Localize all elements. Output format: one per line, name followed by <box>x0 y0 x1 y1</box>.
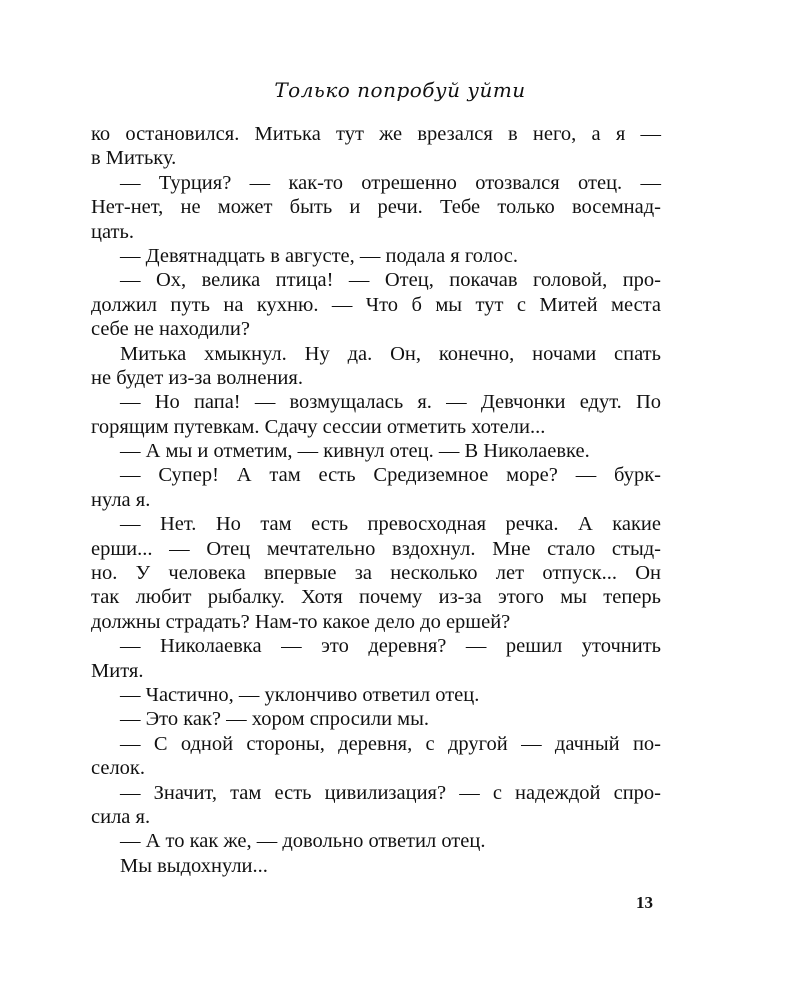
text-line: — А мы и отметим, — кивнул отец. — В Николаевке. <box>120 440 590 463</box>
running-head: Только попробуй уйти <box>274 78 526 102</box>
text-line: Нет-нет, не может быть и речи. Тебе только восемнад- <box>91 196 661 219</box>
text-line: в Митьку. <box>91 147 177 170</box>
text-line: Мы выдохнули... <box>120 854 268 877</box>
text-line: должны страдать? Нам-то какое дело до ершей? <box>91 610 511 633</box>
text-line: нула я. <box>91 488 151 511</box>
text-line: горящим путевкам. Сдачу сессии отметить хотели... <box>91 415 546 438</box>
text-line: Митя. <box>91 659 144 682</box>
text-line: но. У человека впервые за несколько лет отпуск... Он <box>91 562 661 585</box>
text-line: не будет из-за волнения. <box>91 366 303 389</box>
text-line: — Турция? — как-то отрешенно отозвался отец. — <box>120 171 661 194</box>
text-line: — Это как? — хором спросили мы. <box>120 708 430 731</box>
text-line: — Супер! А там есть Средиземное море? — бурк- <box>120 464 661 487</box>
text-line: должил путь на кухню. — Что б мы тут с Митей места <box>91 293 661 316</box>
text-line: Митька хмыкнул. Ну да. Он, конечно, ночами спать <box>120 342 661 365</box>
text-line: — Ох, велика птица! — Отец, покачав головой, про- <box>120 269 661 292</box>
text-line: ерши... — Отец мечтательно вздохнул. Мне стало стыд- <box>91 537 661 560</box>
text-line: — С одной стороны, деревня, с другой — дачный по- <box>120 732 661 755</box>
text-line: сила я. <box>91 805 151 828</box>
text-line: себе не находили? <box>91 318 250 341</box>
text-line: — Частично, — уклончиво ответил отец. <box>120 683 480 706</box>
text-line: — А то как же, — довольно ответил отец. <box>120 830 486 853</box>
text-line: — Значит, там есть цивилизация? — с надеждой спро- <box>120 781 661 804</box>
text-line: селок. <box>91 757 146 780</box>
text-line: — Нет. Но там есть превосходная речка. А какие <box>120 513 661 536</box>
text-line: цать. <box>91 220 134 243</box>
body-text <box>91 122 661 878</box>
text-line: — Девятнадцать в августе, — подала я голос. <box>120 244 518 267</box>
text-line: — Но папа! — возмущалась я. — Девчонки едут. По <box>120 391 661 414</box>
text-line: ко остановился. Митька тут же врезался в него, а я — <box>91 123 661 145</box>
text-line: — Николаевка — это деревня? — решил уточнить <box>120 635 661 658</box>
text-line: так любит рыбалку. Хотя почему из-за этого мы теперь <box>91 586 661 609</box>
page-number: 13 <box>636 893 653 912</box>
